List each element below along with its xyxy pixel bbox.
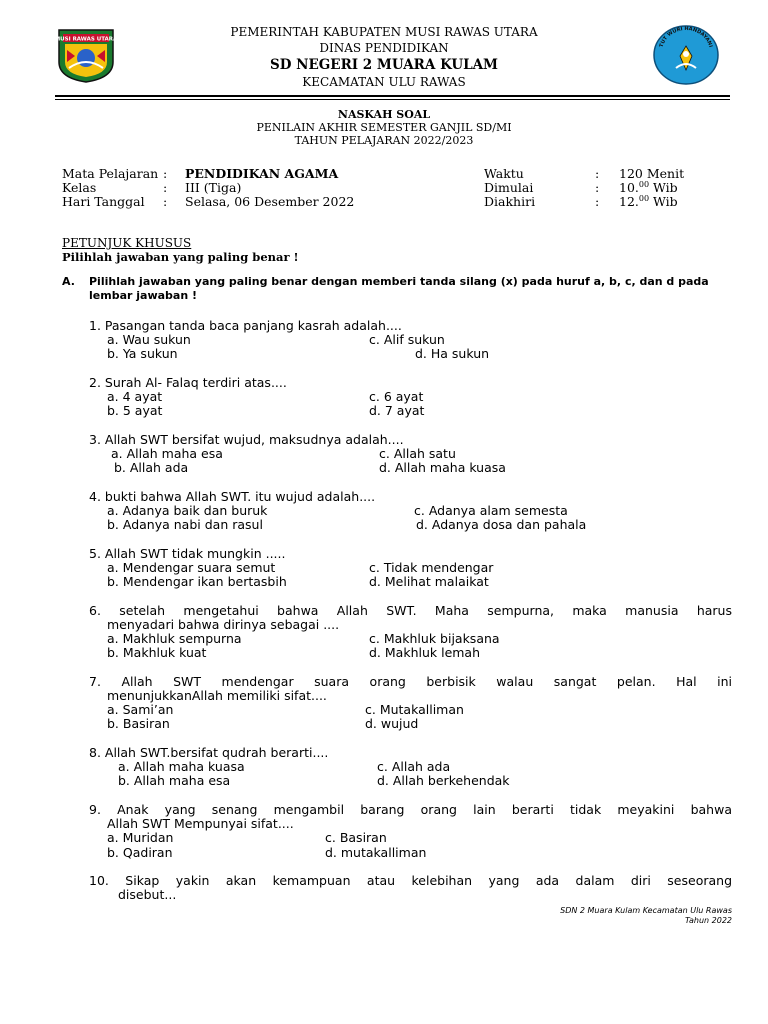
question-text: 5. Allah SWT tidak mungkin ..... <box>89 546 286 561</box>
info-label: Mata Pelajaran <box>62 166 159 181</box>
letterhead-rule-thin <box>55 99 730 100</box>
exam-info-right <box>484 167 734 209</box>
question-text: 7. Allah SWT mendengar suara orang berbisik walau sangat pelan. Hal ini <box>89 674 732 689</box>
info-value: 12.00 Wib <box>619 193 678 209</box>
info-row-start <box>484 181 734 195</box>
question-text: 9. Anak yang senang mengambil barang orang lain berarti tidak meyakini bahwa <box>89 802 732 817</box>
info-row-end <box>484 195 734 209</box>
option-b: b. Adanya nabi dan rasul <box>107 517 263 532</box>
option-d: d. mutakalliman <box>325 845 427 860</box>
question-6 <box>89 604 732 633</box>
question-9 <box>89 803 732 832</box>
instructions-heading: PETUNJUK KHUSUS <box>62 236 192 250</box>
question-text-continued: menunjukkanAllah memiliki sifat.... <box>107 688 327 704</box>
info-label: Waktu <box>484 166 524 181</box>
option-c: c. Allah satu <box>379 446 456 461</box>
info-value: III (Tiga) <box>185 180 242 195</box>
option-c: c. 6 ayat <box>369 389 424 404</box>
info-label: Diakhiri <box>484 194 536 209</box>
option-c: c. Adanya alam semesta <box>414 503 568 518</box>
info-row-duration <box>484 167 734 181</box>
info-colon: : <box>595 194 600 209</box>
option-c: c. Basiran <box>325 830 387 845</box>
info-colon: : <box>163 180 168 195</box>
title-exam: PENILAIN AKHIR SEMESTER GANJIL SD/MI <box>256 121 512 134</box>
option-c: c. Mutakalliman <box>365 702 464 717</box>
info-colon: : <box>595 180 600 195</box>
info-colon: : <box>163 166 168 181</box>
info-row-subject <box>62 167 462 181</box>
option-b: b. Ya sukun <box>107 346 178 361</box>
option-a: a. Makhluk sempurna <box>107 631 242 646</box>
emblem-banner-text: MUSI RAWAS UTARA <box>55 36 117 43</box>
info-value: Selasa, 06 Desember 2022 <box>185 194 355 209</box>
option-b: b. Allah maha esa <box>118 773 231 788</box>
option-d: d. Allah berkehendak <box>377 773 510 788</box>
tut-wuri-handayani-logo-icon <box>652 24 720 86</box>
question-text: 2. Surah Al- Falaq terdiri atas.... <box>89 375 287 390</box>
info-row-date <box>62 195 462 209</box>
option-b: b. Basiran <box>107 716 170 731</box>
option-b: b. Allah ada <box>114 460 189 475</box>
info-colon: : <box>163 194 168 209</box>
option-d: d. Allah maha kuasa <box>379 460 506 475</box>
section-a-letter: A. <box>62 275 75 288</box>
footer-school: SDN 2 Muara Kulam Kecamatan Ulu Rawas <box>560 906 732 915</box>
exam-info-left <box>62 167 462 209</box>
info-value: PENDIDIKAN AGAMA <box>185 166 339 181</box>
document-title <box>0 108 768 147</box>
question-text-continued: menyadari bahwa dirinya sebagai .... <box>107 617 340 633</box>
school-name: SD NEGERI 2 MUARA KULAM <box>269 57 499 73</box>
section-a-instruction: Pilihlah jawaban yang paling benar dengan memberi tanda silang (x) pada huruf a, b, c, dan d pada lembar jawaban ! <box>89 275 709 302</box>
department-name: DINAS PENDIDIKAN <box>319 41 449 55</box>
info-colon: : <box>595 166 600 181</box>
option-d: d. Adanya dosa dan pahala <box>416 517 587 532</box>
letterhead <box>0 0 768 100</box>
option-a: a. Mendengar suara semut <box>107 560 276 575</box>
district-name: KECAMATAN ULU RAWAS <box>302 75 466 89</box>
page-footer <box>440 906 732 926</box>
title-year: TAHUN PELAJARAN 2022/2023 <box>294 134 474 147</box>
option-a: a. Allah maha esa <box>111 446 223 461</box>
option-b: b. Qadiran <box>107 845 173 860</box>
info-row-class <box>62 181 462 195</box>
letterhead-text <box>150 24 618 90</box>
info-value: 120 Menit <box>619 166 685 181</box>
option-d: d. Melihat malaikat <box>369 574 489 589</box>
option-a: a. Allah maha kuasa <box>118 759 245 774</box>
option-c: c. Tidak mendengar <box>369 560 494 575</box>
info-label: Dimulai <box>484 180 534 195</box>
option-d: d. Makhluk lemah <box>369 645 481 660</box>
question-text: 1. Pasangan tanda baca panjang kasrah adalah.... <box>89 318 402 333</box>
option-b: b. 5 ayat <box>107 403 163 418</box>
question-text: 8. Allah SWT.bersifat qudrah berarti.... <box>89 745 329 760</box>
option-d: d. 7 ayat <box>369 403 425 418</box>
logo-arc-text: TUT WURI HANDAYANI <box>658 25 714 49</box>
letterhead-rule-thick <box>55 95 730 97</box>
question-10 <box>89 874 732 903</box>
option-a: a. Adanya baik dan buruk <box>107 503 268 518</box>
footer-year: Tahun 2022 <box>684 916 732 925</box>
title-main: NASKAH SOAL <box>337 108 431 121</box>
option-d: d. wujud <box>365 716 419 731</box>
government-name: PEMERINTAH KABUPATEN MUSI RAWAS UTARA <box>230 25 538 39</box>
question-text-continued: Allah SWT Mempunyai sifat.... <box>107 816 294 832</box>
question-text-continued: disebut... <box>118 887 177 903</box>
option-a: a. 4 ayat <box>107 389 163 404</box>
question-text: 3. Allah SWT bersifat wujud, maksudnya adalah.... <box>89 432 404 447</box>
option-c: c. Makhluk bijaksana <box>369 631 500 646</box>
option-b: b. Mendengar ikan bertasbih <box>107 574 287 589</box>
question-7 <box>89 675 732 704</box>
option-a: a. Sami’an <box>107 702 174 717</box>
option-a: a. Muridan <box>107 830 174 845</box>
option-a: a. Wau sukun <box>107 332 191 347</box>
option-c: c. Allah ada <box>377 759 451 774</box>
regency-emblem-icon <box>55 26 117 84</box>
option-d: d. Ha sukun <box>415 346 490 361</box>
info-label: Kelas <box>62 180 97 195</box>
question-text: 4. bukti bahwa Allah SWT. itu wujud adalah.... <box>89 489 376 504</box>
info-value: 10.00 Wib <box>619 179 678 195</box>
instructions-general: Pilihlah jawaban yang paling benar ! <box>62 250 299 264</box>
option-c: c. Alif sukun <box>369 332 445 347</box>
question-text: 10. Sikap yakin akan kemampuan atau kelebihan yang ada dalam diri seseorang <box>89 873 732 888</box>
info-label: Hari Tanggal <box>62 194 145 209</box>
question-text: 6. setelah mengetahui bahwa Allah SWT. Maha sempurna, maka manusia harus <box>89 603 732 618</box>
option-b: b. Makhluk kuat <box>107 645 207 660</box>
